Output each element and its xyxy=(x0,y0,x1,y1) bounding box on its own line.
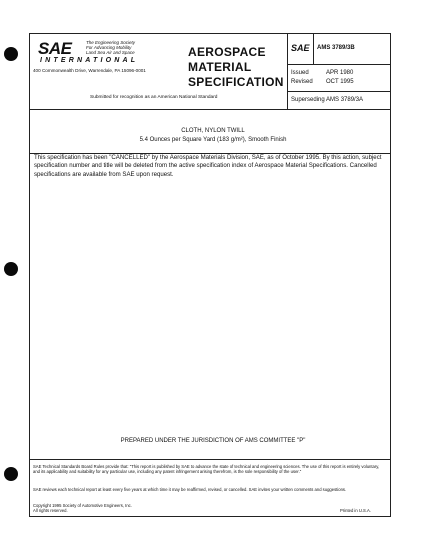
document-frame xyxy=(29,33,391,517)
dates-divider xyxy=(287,91,391,92)
sae-tagline xyxy=(86,40,135,55)
footer-rules: SAE Technical Standards Board Rules provide that: "This report is published by SAE to advance the state of technical and engineering sciences. The use of this report is entirely voluntary, and its applicability and suitability for any particular use, including any patent infringement arising therefrom, is the sole responsibility of the user." xyxy=(33,464,380,474)
subject-line-1: CLOTH, NYLON TWILL xyxy=(181,128,245,134)
sae-logo: SAE xyxy=(38,39,72,58)
subject-line-2: 5.4 Ounces per Square Yard (183 g/m²), Smooth Finish xyxy=(139,137,287,143)
title-material: MATERIAL xyxy=(188,60,252,74)
binder-hole-middle xyxy=(4,262,18,276)
prepared-note: PREPARED UNDER THE JURISDICTION OF AMS COMMITTEE "P" xyxy=(120,438,306,444)
title-aerospace: AEROSPACE xyxy=(188,45,266,59)
rights-line: All rights reserved. xyxy=(33,508,68,513)
cancellation-notice: This specification has been "CANCELLED" by the Aerospace Materials Division, SAE, as of October 1995. By this action, subject specification number and title will be deleted from the active specification index of Aerospace Material Specifications. Cancelled specifications are available from SAE upon request. xyxy=(34,154,382,178)
document-number: AMS 3789/3B xyxy=(317,45,355,51)
tagline-line: The Engineering Society xyxy=(86,40,136,45)
issued-label: Issued xyxy=(291,70,309,76)
header-bottom-line xyxy=(29,109,391,110)
binder-hole-bottom xyxy=(4,467,18,481)
title-specification: SPECIFICATION xyxy=(188,75,284,89)
header-divider-vertical xyxy=(287,33,288,109)
tagline-line: Land Sea Air and Space xyxy=(86,50,135,55)
sae-address: 400 Commonwealth Drive, Warrendale, PA 15096-0001 xyxy=(33,68,146,73)
submitted-note: Submitted for recognition as an American National Standard xyxy=(90,95,218,100)
revised-label: Revised xyxy=(291,79,313,85)
sae-small-logo: SAE xyxy=(291,43,310,53)
issued-date: APR 1980 xyxy=(326,70,354,76)
tagline-line: For Advancing Mobility xyxy=(86,45,132,50)
footer-divider xyxy=(29,459,391,460)
number-divider xyxy=(287,64,391,65)
footer-review: SAE reviews each technical report at least every five years at which time it may be reaffirmed, revised, or cancelled. SAE invites your written comments and suggestions. xyxy=(33,487,347,492)
binder-hole-top xyxy=(4,47,18,61)
international-wordmark: INTERNATIONAL xyxy=(40,57,139,64)
revised-date: OCT 1995 xyxy=(326,79,354,85)
superseding-note: Superseding AMS 3789/3A xyxy=(291,97,364,103)
logo-divider-vertical xyxy=(313,33,314,64)
printed-in: Printed in U.S.A. xyxy=(340,508,371,513)
copyright-line: Copyright 1995 Society of Automotive Engineers, Inc. xyxy=(33,503,132,508)
